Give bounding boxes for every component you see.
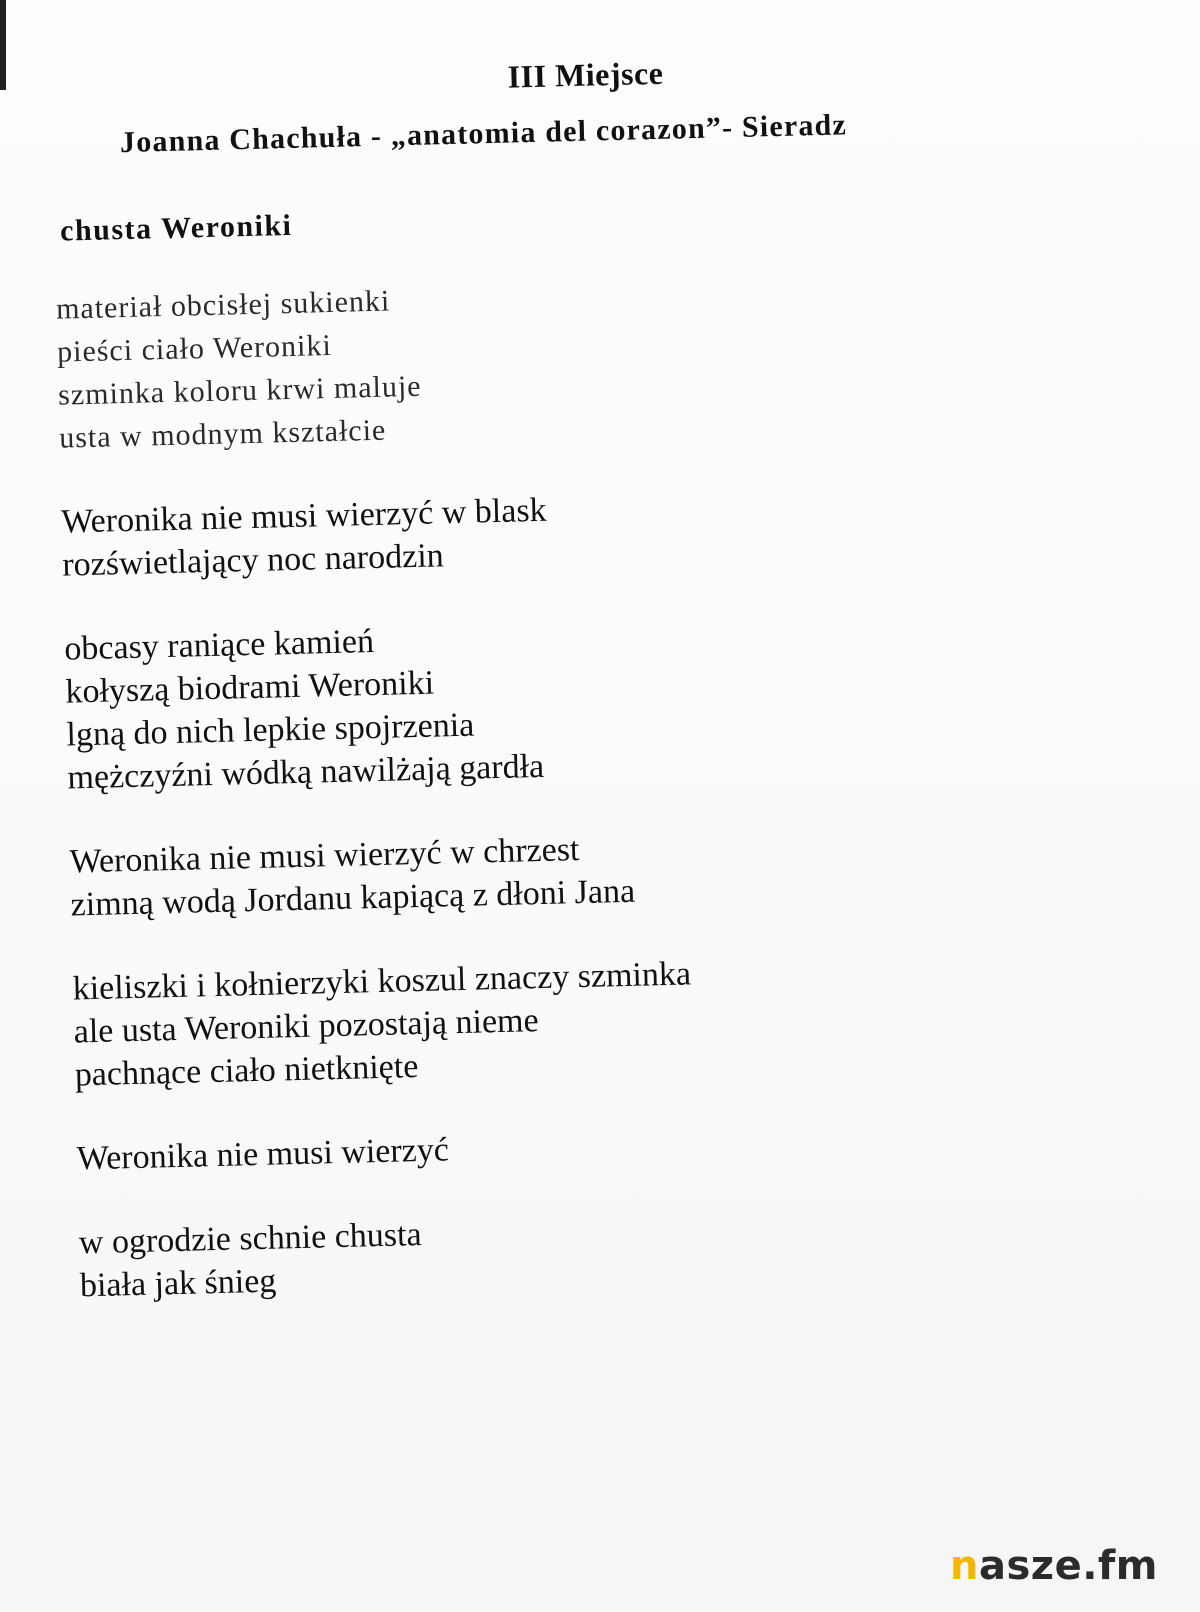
poem-line: pachnące ciało nietknięte xyxy=(74,1048,419,1094)
poem-line: Weronika nie musi wierzyć xyxy=(76,1131,450,1178)
author-title-line: Joanna Chachuła - „anatomia del corazon”- Sieradz xyxy=(119,108,848,160)
poem-line: Weronika nie musi wierzyć w chrzest xyxy=(69,831,580,881)
poem-line: kołyszą biodrami Weroniki xyxy=(64,664,435,711)
place-heading xyxy=(0,42,1200,108)
stanza-5 xyxy=(72,945,975,1096)
stanza-4 xyxy=(69,819,971,927)
poem-line: Weronika nie musi wierzyć w blask xyxy=(60,491,548,541)
stanza-7 xyxy=(78,1199,980,1307)
poem-line: lgną do nich lepkie spojrzenia xyxy=(66,706,475,754)
poem-line: w ogrodzie schnie chusta xyxy=(78,1216,422,1262)
stanza-2 xyxy=(61,479,963,587)
poem-line: usta w modnym kształcie xyxy=(58,413,387,455)
stanza-6 xyxy=(76,1115,977,1180)
poem-line: ale usta Weroniki pozostają nieme xyxy=(73,1002,540,1051)
poem-line: obcasy raniące kamień xyxy=(63,623,375,668)
poem-body xyxy=(56,266,982,1349)
poem-line: mężczyźni wódką nawilżają gardła xyxy=(67,747,545,797)
poem-line: biała jak śnieg xyxy=(79,1262,277,1305)
stanza-3 xyxy=(64,606,968,800)
watermark-accent-letter: n xyxy=(950,1543,979,1589)
place-heading-text: III Miejsce xyxy=(507,54,664,95)
poem-title: chusta Weroniki xyxy=(59,208,293,248)
poem-line: zimną wodą Jordanu kapiącą z dłoni Jana xyxy=(70,872,636,924)
poem-line: szminka koloru krwi maluje xyxy=(57,369,422,412)
poem-line: rozświetlający noc narodzin xyxy=(61,537,445,584)
poem-line: kieliszki i kołnierzyki koszul znaczy szminka xyxy=(72,955,692,1008)
poem-line: pieści ciało Weroniki xyxy=(56,328,333,369)
site-watermark-logo xyxy=(950,1543,1158,1589)
watermark-text: asze.fm xyxy=(979,1543,1158,1589)
stanza-1 xyxy=(56,266,960,460)
poem-line: materiał obcisłej sukienki xyxy=(55,284,391,326)
